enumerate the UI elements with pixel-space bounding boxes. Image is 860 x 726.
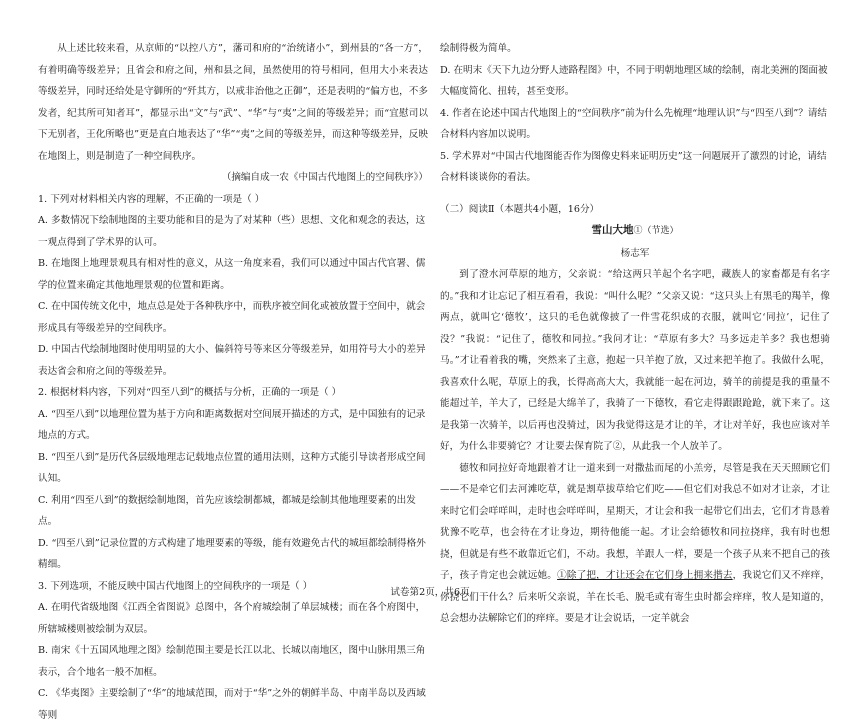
question-5: 5. 学术界对“中国古代地图能否作为图像史料来证明历史”这一问题展开了激烈的讨论，请结合材料谈谈你的看法。 (440, 150, 827, 183)
story-paragraph-1: 到了澄水河草原的地方，父亲说：“给这两只羊起个名字吧，藏族人的家畜都是有名字的。”我和才让忘记了相互看看，我说：“叫什么呢？”父亲又说：“这只头上有黑毛的羯羊，像两点，就叫它‘德牧’，这只的毛色就像披了一件雪花织成的衣服，就叫它‘同拉’，记住了没？”我说：“记住了，德牧和同拉。”我问才让：“草原有多大？马多远走羊多？我也想骑马。”才让看着我的嘴，突然来了主意，抱起一只羊抱了放，又过来把羊抱了。我做什么呢，我喜欢什么呢，草原上的我，长得高高大大，我就能一起在河边，骑羊的前提是我的重量不能超过羊，羊大了，已经是大绵羊了，我骑了一下德牧，看它走得跟跟跄跄，就下来了。这是我第一次骑羊，以后再也没骑过，因为我觉得这是才让的羊，才让对羊好，我也应该对羊好，为什么非要骑它？才让要去保育院了②，从此我一个人放羊了。 (440, 269, 830, 452)
q3-option-d: D. 在明末《天下九边分野人迹路程图》中，不同于明朝地理区域的绘制，南北美洲的图面被大幅度简化、扭转，甚至变形。 (440, 64, 828, 97)
q2-option-d: D. “四至八到”记录位置的方式构建了地理要素的等级，能有效避免古代的城垣都绘制得格外精细。 (38, 537, 426, 570)
q2-option-b: B. “四至八到”是历代各层级地理志记载地点位置的通用法则，这种方式能引导读者形成空间认知。 (38, 451, 426, 484)
question-2: 2. 根据材料内容，下列对“四至八到”的概括与分析，正确的一项是（ ） (38, 387, 342, 398)
question-4: 4. 作者在论述中国古代地图上的“空间秩序”前为什么先梳理“地理认识”与“四至八到”？请结合材料内容加以说明。 (440, 107, 828, 140)
story-title-note: ①（节选） (633, 226, 679, 236)
q1-option-d: D. 中国古代绘制地图时使用明显的大小、偏斜符号等来区分等级差异，如用符号大小的差异表达省会和府之间的等级差异。 (38, 344, 426, 377)
paragraph-2-start: 德牧和同拉好奇地跟着才让一道来到一对撒盐而尾的小羔旁，尽管是我在天天照顾它们——不是牵它们去河滩吃草，就是割草拔草给它们吃——但它们对我总不如对才让亲，才让来时它们会咩咩叫，走时也会咩咩叫，星期天，才让会和我一起带它们出去，它们才肯恳着犹豫不吃草，也会待在才让身边，期待他能一起。才让会给德牧和同拉挠痒，我有时也想挠，但就是有些不敢靠近它们，不动。我想，羊跟人一样，要是一个孩子从来不把自己的孩子，孩子肯定也会就远她。 (440, 462, 830, 581)
q3-option-c-continued: 绘制得极为简单。 (440, 43, 517, 54)
story-title (440, 220, 830, 243)
q2-option-c: C. 利用“四至八到”的数据绘制地图，首先应该绘制都城，都城是绘制其他地理要素的出发点。 (38, 494, 416, 527)
question-1: 1. 下列对材料相关内容的理解，不正确的一项是（ ） (38, 193, 265, 205)
story-paragraph-2 (440, 458, 830, 630)
q3-option-c: C. 《华夷图》主要绘制了“华”的地域范围，而对于“华”之外的朝鲜半岛、中南半岛以及西域等则 (38, 688, 426, 721)
q1-option-a: A. 多数情况下绘制地图的主要功能和目的是为了对某种（些）思想、文化和观念的表达，这一观点得到了学术界的认可。 (38, 215, 426, 248)
story-title-text: 雪山大地 (591, 224, 634, 236)
question-3: 3. 下列选项，不能反映中国古代地图上的空间秩序的一项是（ ） (38, 580, 313, 592)
q1-option-c: C. 在中国传统文化中，地点总是处于各种秩序中，而秩序被空间化或被放置于空间中，就会形成具有等级差异的空间秩序。 (38, 301, 426, 334)
left-column (38, 38, 428, 726)
passage-paragraph: 从上述比较来看，从京师的“以控八方”，藩司和府的“治统诸小”，到州县的“各一方”，有着明确等级差异；且省会和府之间，州和县之间，虽然使用的符号相同，但用大小来表达等级差异，同时还给处是守御所的“歼其方，以戒非治他之正御”，还是表明的“偏方也，不多发者，纪其所可知者耳”，都显示出“文”与“武”、“华”与“夷”之间的等级差异；而“宜慰司以下无别者，王化所略也”更是直白地表达了“华”“夷”之间的等级差异，而这种等级差异，反映在地图上，则是制造了一种空间秩序。 (38, 43, 428, 162)
story-author: 杨志军 (620, 247, 650, 259)
source-citation: （摘编自成一农《中国古代地图上的空间秩序》） (221, 172, 428, 183)
section-heading: （二）阅读Ⅱ（本题共4小题，16分） (440, 203, 600, 215)
right-column (440, 38, 830, 630)
q3-option-b: B. 南宋《十五国风地理之图》绘制范围主要是长江以北、长城以南地区，图中山脉用黑三角表示，合个地名一般不加框。 (38, 645, 426, 678)
q3-option-a: A. 在明代省级地图《江西全省图说》总图中，各个府城绘制了单层城楼；而在各个府图中，所辖城楼则被绘制为双层。 (38, 602, 426, 635)
q1-option-b: B. 在地图上地理景观具有相对性的意义，从这一角度来看，我们可以通过中国古代官署、儒学的位置来确定其他地理景观的位置和距离。 (38, 258, 426, 291)
paragraph-2-end: ，我说它们又不痒痒，你挠它们干什么？后来听父亲说，羊在长毛、脱毛或有寄生虫时都会痒痒，牧人是知道的，总会想办法解除它们的痒痒。要是才让会说话，一定羊就会 (440, 570, 831, 624)
page-footer: 试卷第2页，共6页 (390, 587, 470, 598)
underlined-sentence: ①除了把，才让还会在它们身上拥来揩去 (557, 570, 733, 581)
q2-option-a: A. “四至八到”以地理位置为基于方向和距离数据对空间展开描述的方式，是中国独有的记录地点的方式。 (38, 408, 426, 441)
